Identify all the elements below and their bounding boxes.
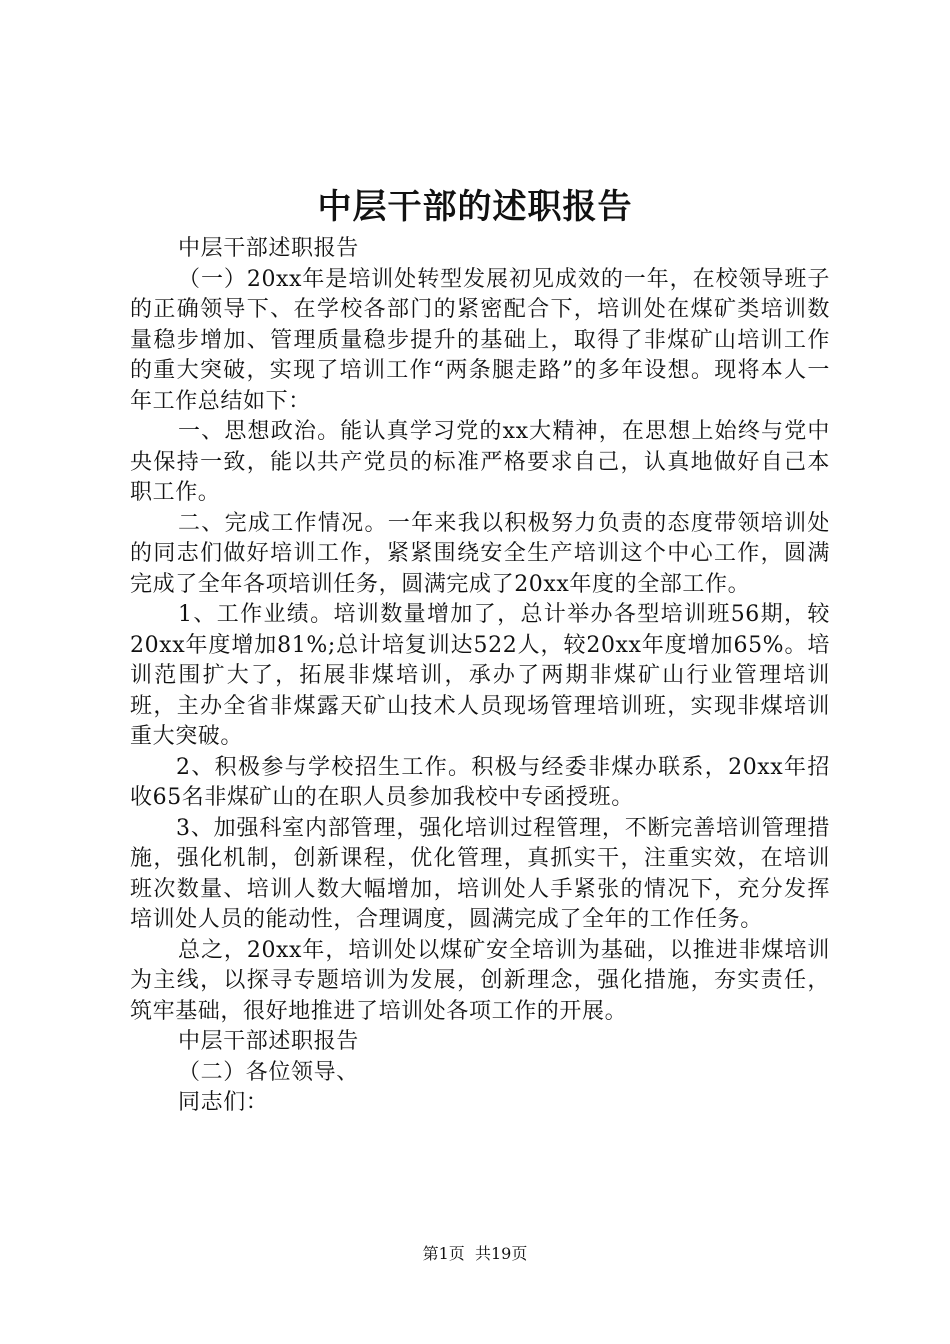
subtitle-line-2: 中层干部述职报告 (178, 1029, 359, 1054)
paragraph-section-1: 一、思想政治。能认真学习党的xx大精神，在思想上始终与党中央保持一致，能以共产党员的标准严格要求自己，认真地做好自己本职工作。 (130, 419, 830, 505)
footer-spacer (465, 1244, 475, 1263)
page-footer (0, 1243, 950, 1265)
section-heading-2: （二）各位领导、 (178, 1059, 359, 1085)
page-total: 共19页 (474, 1244, 528, 1263)
salutation-line: 同志们： (178, 1090, 269, 1115)
paragraph-intro: （一）20xx年是培训处转型发展初见成效的一年，在校领导班子的正确领导下、在学校各部门的紧密配合下，培训处在煤矿类培训数量稳步增加、管理质量稳步提升的基础上，取得了非煤矿山培训工作的重大突破，实现了培训工作“两条腿走路”的多年设想。现将本人一年工作总结如下： (130, 266, 830, 414)
paragraph-section-2: 二、完成工作情况。一年来我以积极努力负责的态度带领培训处的同志们做好培训工作，紧紧围绕安全生产培训这个中心工作，圆满完成了全年各项培训任务，圆满完成了20xx年度的全部工作。 (130, 510, 830, 597)
paragraph-summary: 总之，20xx年，培训处以煤矿安全培训为基础，以推进非煤培训为主线，以探寻专题培训为发展，创新理念，强化措施，夯实责任，筑牢基础，很好地推进了培训处各项工作的开展。 (130, 937, 830, 1024)
page-number: 第1页 (422, 1244, 465, 1263)
subtitle-line: 中层干部述职报告 (178, 236, 359, 261)
paragraph-item-1: 1、工作业绩。培训数量增加了，总计举办各型培训班56期，较20xx年度增加81%;总计培复训达522人，较20xx年度增加65%。培训范围扩大了，拓展非煤培训，承办了两期非煤矿山行业管理培训班，主办全省非煤露天矿山技术人员现场管理培训班，实现非煤培训重大突破。 (130, 602, 830, 749)
document-body (130, 234, 830, 1119)
document-title: 中层干部的述职报告 (317, 187, 633, 227)
paragraph-item-3: 3、加强科室内部管理，强化培训过程管理，不断完善培训管理措施，强化机制，创新课程，优化管理，真抓实干，注重实效，在培训班次数量、培训人数大幅增加，培训处人手紧张的情况下，充分发挥培训处人员的能动性，合理调度，圆满完成了全年的工作任务。 (130, 815, 830, 932)
paragraph-item-2: 2、积极参与学校招生工作。积极与经委非煤办联系，20xx年招收65名非煤矿山的在职人员参加我校中专函授班。 (130, 754, 830, 810)
